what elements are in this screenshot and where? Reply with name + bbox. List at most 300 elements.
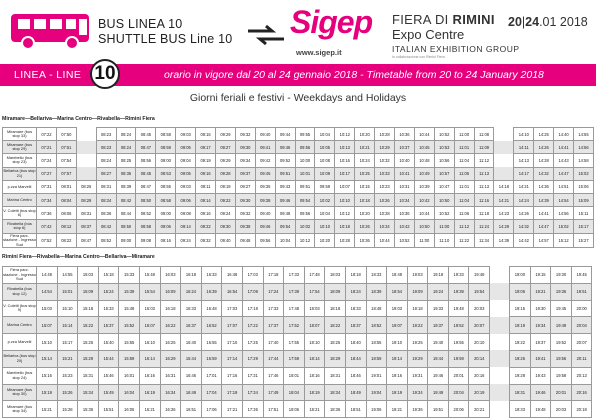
time-cell: 15:33 [119, 267, 140, 284]
time-cell: 17:37 [263, 317, 284, 334]
time-cell: 10:37 [395, 141, 415, 154]
time-cell: 19:54 [469, 283, 490, 300]
time-cell: 10:34 [395, 193, 415, 206]
time-cell: 19:03 [387, 300, 408, 317]
time-cell: 10:34 [375, 220, 395, 233]
time-cell: 09:05 [176, 141, 196, 154]
time-cell: 19:31 [510, 384, 531, 401]
time-cell [490, 367, 510, 384]
stop-name: Miramare (bus stop 30) [3, 384, 37, 401]
time-cell: 17:52 [284, 317, 305, 334]
time-cell: 19:52 [551, 334, 572, 351]
time-cell: 18:51 [345, 401, 366, 418]
time-cell: 10:41 [395, 167, 415, 180]
stop-name: Bellariva (bus stop 20) [3, 350, 37, 367]
time-cell: 19:28 [510, 367, 531, 384]
time-cell: 19:19 [387, 384, 408, 401]
time-cell: 10:44 [375, 233, 395, 248]
stop-name: p.zza Marvelli [3, 180, 37, 193]
time-cell: 16:22 [160, 317, 181, 334]
time-cell: 16:03 [160, 267, 181, 284]
time-cell: 20:14 [469, 350, 490, 367]
stop-name: Bellariva (bus stop 21) [3, 167, 37, 180]
time-cell: 07:34 [37, 193, 57, 206]
time-cell: 10:09 [315, 167, 335, 180]
time-cell: 15:46 [98, 367, 119, 384]
time-cell [76, 141, 96, 154]
time-cell: 10:44 [414, 128, 434, 141]
time-cell: 16:19 [139, 384, 160, 401]
time-cell: 09:40 [255, 128, 275, 141]
time-cell: 19:36 [551, 283, 572, 300]
time-cell: 15:11 [574, 207, 594, 220]
time-cell: 17:06 [201, 401, 222, 418]
time-cell: 17:25 [242, 334, 263, 351]
time-cell: 19:18 [407, 300, 428, 317]
time-cell: 20:13 [571, 367, 592, 384]
time-cell: 14:54 [37, 283, 58, 300]
time-cell: 18:18 [325, 300, 346, 317]
time-cell: 18:16 [304, 367, 325, 384]
time-cell: 10:32 [375, 154, 395, 167]
time-cell: 14:57 [534, 233, 554, 248]
time-cell: 18:55 [366, 334, 387, 351]
time-cell: 19:33 [510, 401, 531, 418]
time-cell: 14:18 [494, 180, 514, 193]
time-cell: 19:06 [510, 283, 531, 300]
time-cell: 08:24 [116, 141, 136, 154]
time-cell: 14:58 [574, 154, 594, 167]
time-cell: 10:47 [434, 180, 454, 193]
time-cell: 09:56 [295, 141, 315, 154]
time-cell: 11:16 [474, 193, 494, 206]
time-cell: 20:07 [469, 317, 490, 334]
time-cell: 07:31 [37, 180, 57, 193]
shuttle-line-title: SHUTTLE BUS Line 10 [98, 32, 233, 46]
time-cell: 16:03 [139, 300, 160, 317]
time-cell: 07:57 [56, 167, 76, 180]
time-cell: 10:13 [335, 141, 355, 154]
time-cell: 09:24 [176, 233, 196, 248]
time-cell: 14:13 [514, 154, 534, 167]
time-cell: 19:46 [428, 367, 449, 384]
stop-name: Fiera parc. stazione - Ingresso Sud [3, 233, 36, 247]
time-cell: 19:07 [387, 317, 408, 334]
time-cell: 09:03 [176, 128, 196, 141]
time-cell: 10:56 [434, 154, 454, 167]
time-cell: 17:36 [242, 401, 263, 418]
time-cell: 19:43 [530, 367, 551, 384]
time-cell: 09:16 [196, 207, 216, 220]
stop-name: Miramare (bus stop 29) [3, 141, 37, 154]
time-cell: 19:48 [530, 401, 551, 418]
time-cell [490, 267, 510, 284]
time-cell: 17:01 [201, 367, 222, 384]
time-cell: 14:24 [514, 193, 534, 206]
time-cell: 16:01 [119, 367, 140, 384]
time-cell: 15:16 [37, 367, 58, 384]
time-cell: 08:47 [76, 233, 96, 248]
time-cell: 19:45 [571, 267, 592, 284]
time-cell: 08:39 [116, 180, 136, 193]
time-cell: 10:36 [355, 233, 375, 248]
time-cell: 10:10 [315, 220, 335, 233]
time-cell: 09:00 [156, 154, 176, 167]
time-cell: 10:52 [434, 207, 454, 220]
time-cell: 19:45 [551, 300, 572, 317]
table-row [3, 141, 594, 154]
time-cell: 16:18 [160, 300, 181, 317]
time-cell: 16:29 [160, 350, 181, 367]
time-cell: 08:31 [76, 207, 96, 220]
time-cell: 19:52 [448, 317, 469, 334]
time-cell: 09:29 [216, 128, 236, 141]
time-cell: 18:21 [304, 401, 325, 418]
time-cell: 10:42 [395, 220, 415, 233]
time-cell: 16:25 [160, 334, 181, 351]
time-cell: 08:50 [116, 220, 136, 233]
time-cell: 11:34 [474, 233, 494, 248]
time-cell: 07:52 [37, 233, 57, 248]
rail-icon [246, 24, 286, 46]
time-cell: 16:37 [181, 317, 202, 334]
time-cell: 17:39 [284, 283, 305, 300]
time-cell: 09:51 [275, 167, 295, 180]
time-cell: 10:12 [295, 233, 315, 248]
time-cell: 09:06 [156, 220, 176, 233]
time-cell: 15:02 [574, 167, 594, 180]
time-cell: 15:28 [57, 401, 78, 418]
time-cell: 17:24 [263, 283, 284, 300]
time-cell: 10:18 [335, 220, 355, 233]
date-end: 24 [525, 15, 540, 29]
time-cell: 15:12 [554, 233, 574, 248]
date-start: 20 [508, 15, 522, 29]
time-cell: 15:48 [139, 267, 160, 284]
time-cell: 15:06 [574, 180, 594, 193]
time-cell: 17:03 [242, 267, 263, 284]
time-cell: 14:56 [554, 207, 574, 220]
time-cell: 15:34 [78, 384, 99, 401]
time-cell: 09:52 [275, 154, 295, 167]
time-cell: 20:03 [469, 300, 490, 317]
time-cell: 17:34 [242, 384, 263, 401]
time-cell: 16:36 [160, 401, 181, 418]
time-cell: 18:19 [304, 384, 325, 401]
time-cell: 15:02 [554, 220, 574, 233]
time-cell: 10:28 [375, 207, 395, 220]
time-cell: 09:54 [295, 193, 315, 206]
time-cell: 08:52 [96, 233, 116, 248]
time-cell: 14:43 [554, 154, 574, 167]
time-cell: 18:54 [387, 283, 408, 300]
table-row [3, 267, 592, 284]
time-cell: 19:30 [551, 267, 572, 284]
time-cell: 09:42 [255, 154, 275, 167]
time-cell: 15:31 [78, 367, 99, 384]
time-cell: 08:34 [96, 193, 116, 206]
time-cell: 18:39 [366, 283, 387, 300]
time-cell: 14:21 [514, 180, 534, 193]
time-cell: 11:05 [454, 167, 474, 180]
time-cell: 17:31 [242, 367, 263, 384]
time-cell: 19:10 [387, 334, 408, 351]
time-cell: 19:22 [510, 334, 531, 351]
time-cell: 16:33 [181, 300, 202, 317]
time-cell: 11:00 [434, 220, 454, 233]
time-cell: 08:59 [156, 141, 176, 154]
time-cell: 09:19 [216, 180, 236, 193]
time-cell: 09:32 [196, 233, 216, 248]
time-cell: 07:36 [37, 207, 57, 220]
time-cell: 08:06 [56, 207, 76, 220]
time-cell: 10:26 [375, 193, 395, 206]
time-cell: 15:27 [574, 233, 594, 248]
time-cell: 08:47 [136, 180, 156, 193]
time-cell: 10:36 [395, 207, 415, 220]
time-cell: 09:19 [196, 154, 216, 167]
time-cell: 15:54 [139, 283, 160, 300]
time-cell: 10:08 [315, 154, 335, 167]
time-cell: 15:25 [78, 334, 99, 351]
time-cell: 17:18 [263, 267, 284, 284]
stop-name: Miramare (bus stop 34) [3, 401, 37, 418]
bus-icon [10, 12, 92, 52]
time-cell [494, 154, 514, 167]
time-cell [490, 283, 510, 300]
time-cell: 10:45 [414, 141, 434, 154]
bus-title [98, 17, 232, 47]
time-cell: 09:48 [235, 233, 255, 248]
time-cell: 09:32 [235, 128, 255, 141]
time-cell: 14:51 [554, 180, 574, 193]
stop-name: p.zza Marvelli [3, 334, 37, 351]
sigep-url: www.sigep.it [296, 48, 342, 57]
time-cell: 20:18 [571, 401, 592, 418]
time-cell: 15:24 [98, 283, 119, 300]
time-cell: 15:23 [57, 367, 78, 384]
time-cell: 10:49 [414, 167, 434, 180]
time-cell: 09:43 [275, 180, 295, 193]
time-cell: 11:01 [454, 141, 474, 154]
date-month-year: .01 2018 [539, 15, 588, 29]
time-cell: 10:24 [355, 154, 375, 167]
time-cell: 19:48 [448, 300, 469, 317]
time-cell: 10:10 [335, 193, 355, 206]
time-cell: 18:04 [284, 384, 305, 401]
time-cell: 15:39 [119, 283, 140, 300]
time-cell [490, 401, 510, 418]
time-cell: 10:07 [335, 180, 355, 193]
time-cell: 16:51 [181, 401, 202, 418]
time-cell: 09:55 [295, 128, 315, 141]
time-cell: 18:29 [325, 350, 346, 367]
time-cell: 16:24 [181, 283, 202, 300]
time-cell: 16:46 [181, 367, 202, 384]
time-cell: 14:32 [514, 220, 534, 233]
time-cell: 19:58 [551, 367, 572, 384]
table-row [3, 384, 592, 401]
time-cell: 18:37 [345, 317, 366, 334]
time-cell: 18:59 [366, 350, 387, 367]
time-cell: 09:03 [176, 180, 196, 193]
line-number: 10 [94, 63, 116, 84]
time-cell [490, 384, 510, 401]
table-row [3, 128, 594, 141]
time-cell: 15:59 [119, 350, 140, 367]
time-cell [490, 334, 510, 351]
time-cell: 08:24 [96, 154, 116, 167]
time-cell: 15:22 [78, 317, 99, 334]
time-cell: 10:48 [414, 154, 434, 167]
time-cell: 14:21 [494, 193, 514, 206]
time-cell: 10:20 [315, 233, 335, 248]
time-cell: 19:51 [571, 283, 592, 300]
time-cell: 17:18 [242, 300, 263, 317]
time-cell: 09:22 [216, 193, 236, 206]
time-cell: 16:54 [222, 283, 243, 300]
time-cell: 14:28 [534, 154, 554, 167]
time-cell: 19:49 [428, 384, 449, 401]
time-cell: 10:12 [335, 128, 355, 141]
time-cell: 15:09 [574, 193, 594, 206]
route-title-outbound: Miramare—Bellariva—Marina Centro—Rivabella—Rimini Fiera [2, 116, 155, 122]
table-row [3, 193, 594, 206]
time-cell: 10:15 [355, 180, 375, 193]
table-row [3, 180, 594, 193]
time-cell: 08:45 [136, 167, 156, 180]
stop-name: Marebello (bus stop 23) [3, 154, 37, 167]
time-cell: 19:37 [428, 317, 449, 334]
time-cell: 19:59 [448, 350, 469, 367]
time-cell: 18:03 [325, 267, 346, 284]
time-cell: 15:26 [57, 384, 78, 401]
time-cell: 15:21 [57, 350, 78, 367]
time-cell: 14:26 [534, 141, 554, 154]
time-cell [490, 300, 510, 317]
time-cell: 17:07 [222, 317, 243, 334]
fiera-block [392, 12, 520, 60]
time-cell [494, 128, 514, 141]
time-cell: 19:22 [407, 317, 428, 334]
time-cell: 14:55 [574, 128, 594, 141]
time-cell: 08:42 [96, 220, 116, 233]
time-cell: 17:48 [284, 300, 305, 317]
time-cell: 09:56 [255, 233, 275, 248]
time-cell [490, 317, 510, 334]
time-cell: 19:40 [428, 334, 449, 351]
time-cell: 20:01 [448, 367, 469, 384]
time-cell: 10:50 [434, 193, 454, 206]
time-cell: 18:06 [284, 401, 305, 418]
expo-centre: Expo Centre [392, 27, 465, 42]
time-cell: 10:17 [335, 167, 355, 180]
time-cell: 18:31 [325, 367, 346, 384]
time-cell: 17:51 [263, 401, 284, 418]
time-cell: 19:49 [551, 317, 572, 334]
time-cell: 10:04 [315, 207, 335, 220]
time-cell: 18:36 [325, 401, 346, 418]
time-cell [494, 141, 514, 154]
table-row [3, 350, 592, 367]
time-cell: 09:40 [216, 233, 236, 248]
time-cell: 08:47 [136, 141, 156, 154]
time-cell: 16:10 [139, 334, 160, 351]
time-cell: 10:40 [395, 154, 415, 167]
time-cell: 17:59 [284, 350, 305, 367]
time-cell: 15:10 [37, 334, 58, 351]
time-cell: 10:52 [395, 233, 415, 248]
time-cell: 15:03 [78, 267, 99, 284]
time-cell: 16:14 [139, 350, 160, 367]
table-row [3, 154, 594, 167]
time-cell: 11:09 [474, 141, 494, 154]
time-cell: 16:16 [139, 367, 160, 384]
time-cell: 19:00 [510, 267, 531, 284]
time-cell: 07:27 [37, 167, 57, 180]
time-cell: 14:23 [494, 207, 514, 220]
time-cell: 08:58 [156, 193, 176, 206]
time-cell: 19:48 [469, 267, 490, 284]
time-cell: 09:28 [216, 167, 236, 180]
time-cell: 17:49 [263, 384, 284, 401]
time-cell: 14:55 [57, 267, 78, 284]
time-cell: 09:17 [196, 141, 216, 154]
time-cell: 18:48 [387, 267, 408, 284]
time-cell: 10:04 [315, 128, 335, 141]
time-cell: 11:04 [454, 193, 474, 206]
time-cell: 11:10 [434, 233, 454, 248]
route-title-return: Rimini Fiera—Rivabella—Marina Centro—Bellariva—Miramare [2, 254, 155, 260]
time-cell: 16:33 [201, 267, 222, 284]
time-cell: 17:16 [222, 367, 243, 384]
time-cell [494, 167, 514, 180]
time-cell: 08:35 [116, 167, 136, 180]
time-cell: 10:44 [414, 207, 434, 220]
time-cell: 10:16 [335, 154, 355, 167]
time-cell: 09:54 [275, 220, 295, 233]
time-cell: 20:16 [571, 384, 592, 401]
time-cell: 15:55 [119, 334, 140, 351]
time-cell: 16:31 [160, 367, 181, 384]
time-cell: 10:36 [395, 128, 415, 141]
time-cell: 15:14 [57, 317, 78, 334]
time-cell: 11:12 [454, 220, 474, 233]
time-cell: 14:39 [534, 193, 554, 206]
time-cell: 09:22 [196, 220, 216, 233]
time-cell: 19:44 [428, 350, 449, 367]
time-cell: 19:14 [387, 350, 408, 367]
time-cell: 08:23 [96, 141, 116, 154]
time-cell: 10:28 [335, 233, 355, 248]
time-cell: 18:33 [345, 300, 366, 317]
time-cell: 09:24 [216, 207, 236, 220]
time-cell: 20:03 [551, 401, 572, 418]
fiera-title-b: RIMINI [452, 12, 495, 27]
bus-line-title: BUS LINEA 10 [98, 17, 183, 31]
time-cell: 09:04 [176, 154, 196, 167]
table-row [3, 317, 592, 334]
time-cell: 10:04 [275, 233, 295, 248]
time-cell: 16:04 [119, 384, 140, 401]
time-cell: 11:00 [414, 233, 434, 248]
time-cell: 10:33 [375, 167, 395, 180]
time-cell: 09:56 [295, 207, 315, 220]
time-cell: 16:48 [222, 267, 243, 284]
time-cell: 10:02 [315, 193, 335, 206]
linea-label: LINEA - LINE [14, 69, 82, 81]
time-cell: 14:42 [514, 233, 534, 248]
